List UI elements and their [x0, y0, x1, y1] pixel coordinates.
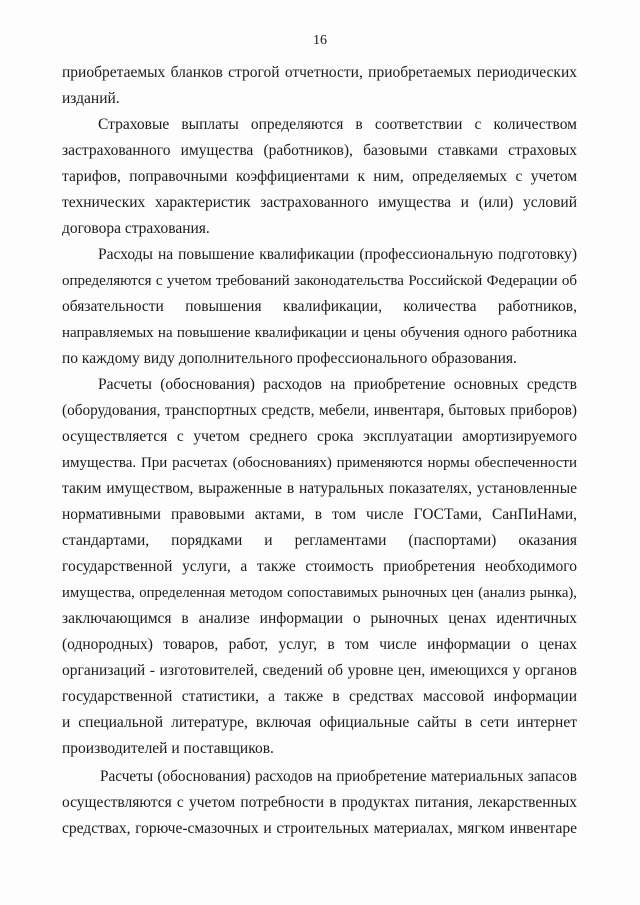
text-line: и специальной литературе, включая официальные сайты в сети интернет [62, 714, 577, 731]
text-line: Расчеты (обоснования) расходов на приобретение материальных запасов [100, 768, 577, 785]
text-line: средствах, горюче-смазочных и строительных материалах, мягком инвентаре [62, 820, 577, 837]
text-line: стандартами, порядками и регламентами (паспортами) оказания [62, 532, 577, 549]
text-line: государственной услуги, а также стоимость приобретения необходимого [62, 558, 577, 575]
text-line: осуществляются с учетом потребности в продуктах питания, лекарственных [62, 794, 577, 811]
text-line: обязательности повышения квалификации, количества работников, [62, 298, 577, 315]
text-line: технических характеристик застрахованного имущества и (или) условий [62, 194, 577, 211]
text-line: тарифов, поправочными коэффициентами к ним, определяемых с учетом [62, 168, 577, 185]
text-line: производителей и поставщиков. [62, 740, 274, 757]
text-line: застрахованного имущества (работников), базовыми ставками страховых [62, 142, 577, 159]
text-line: (однородных) товаров, работ, услуг, в том числе информации о ценах [62, 636, 577, 653]
text-line: Страховые выплаты определяются в соответствии с количеством [98, 116, 577, 133]
text-line: (оборудования, транспортных средств, мебели, инвентаря, бытовых приборов) [62, 402, 577, 419]
text-line: организаций - изготовителей, сведений об уровне цен, имеющихся у органов [62, 662, 577, 679]
text-line: по каждому виду дополнительного профессионального образования. [62, 350, 517, 367]
text-line: Расходы на повышение квалификации (профессиональную подготовку) [98, 246, 577, 263]
text-line: изданий. [62, 90, 120, 107]
text-line: государственной статистики, а также в средствах массовой информации [62, 688, 577, 705]
text-line: таким имуществом, выраженные в натуральных показателях, установленные [62, 480, 577, 497]
text-line: договора страхования. [62, 220, 210, 237]
text-line: приобретаемых бланков строгой отчетности, приобретаемых периодических [62, 64, 577, 81]
text-line: Расчеты (обоснования) расходов на приобретение основных средств [98, 376, 577, 393]
text-line: направляемых на повышение квалификации и цены обучения одного работника [62, 325, 577, 341]
text-line: заключающимся в анализе информации о рыночных ценах идентичных [62, 610, 577, 627]
page-number: 16 [313, 33, 327, 48]
text-line: имущества, определенная методом сопоставимых рыночных цен (анализ рынка), [62, 585, 577, 601]
text-line: осуществляется с учетом среднего срока эксплуатации амортизируемого [62, 428, 577, 445]
text-line: имущества. При расчетах (обоснованиях) применяются нормы обеспеченности [62, 455, 577, 471]
text-line: определяются с учетом требований законодательства Российской Федерации об [62, 273, 577, 289]
text-line: нормативными правовыми актами, в том числе ГОСТами, СанПиНами, [62, 506, 577, 523]
